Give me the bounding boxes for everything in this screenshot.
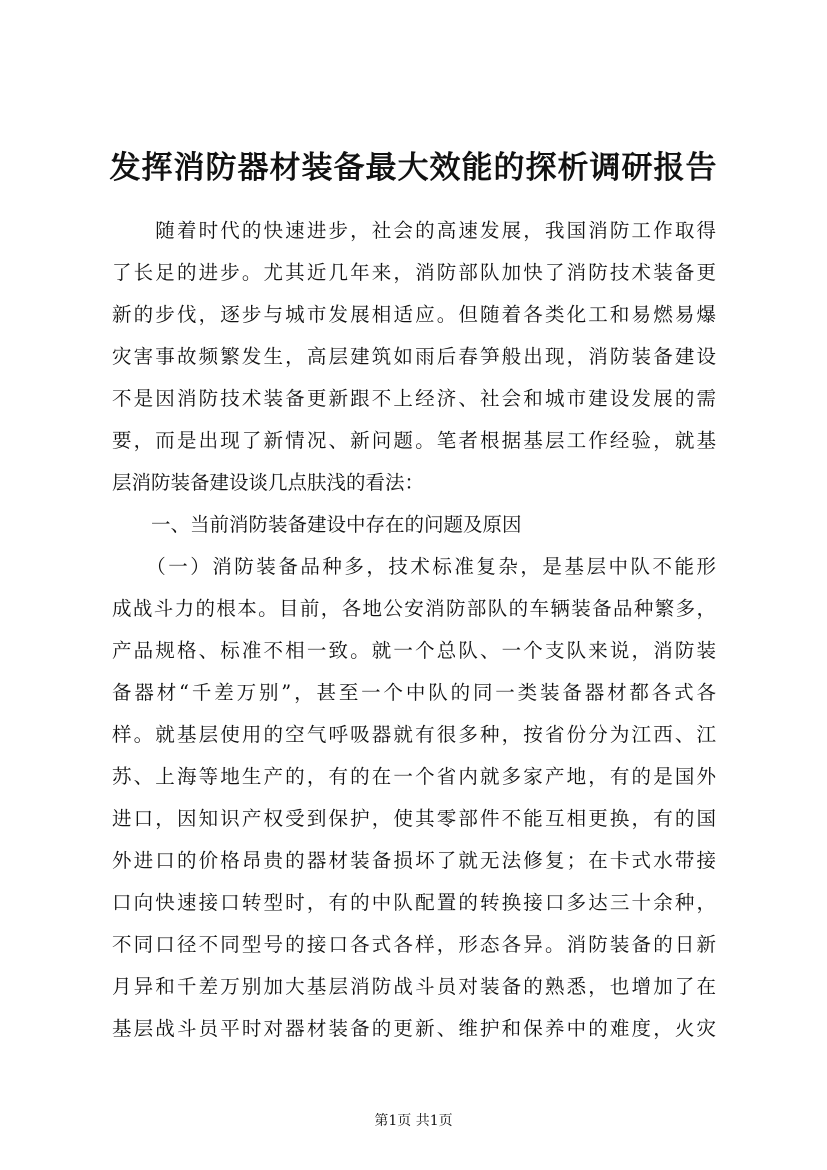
paragraph-line: 产品规格、标准不相一致。就一个总队、一个支队来说，消防装 bbox=[112, 639, 716, 662]
title-spacer bbox=[112, 168, 716, 210]
paragraph-line: 要，而是出现了新情况、新问题。笔者根据基层工作经验，就基 bbox=[112, 429, 716, 452]
paragraph-line: 口向快速接口转型时，有的中队配置的转换接口多达三十余种， bbox=[112, 891, 716, 914]
paragraph-line: 基层战斗员平时对器材装备的更新、维护和保养中的难度，火灾 bbox=[112, 1017, 716, 1040]
paragraph-line: 备器材“千差万别”，甚至一个中队的同一类装备器材都各式各 bbox=[112, 681, 716, 704]
document-title: 发挥消防器材装备最大效能的探析调研报告 bbox=[109, 150, 718, 186]
paragraph-line: 不是因消防技术装备更新跟不上经济、社会和城市建设发展的需 bbox=[112, 387, 716, 410]
paragraph-line: 苏、上海等地生产的，有的在一个省内就多家产地，有的是国外 bbox=[112, 765, 716, 788]
document-body bbox=[112, 168, 716, 1050]
paragraph-line: 成战斗力的根本。目前，各地公安消防部队的车辆装备品种繁多， bbox=[112, 597, 716, 620]
paragraph-line: 样。就基层使用的空气呼吸器就有很多种，按省份分为江西、江 bbox=[112, 723, 716, 746]
paragraph-line: 不同口径不同型号的接口各式各样，形态各异。消防装备的日新 bbox=[112, 933, 716, 956]
paragraph-line: 新的步伐，逐步与城市发展相适应。但随着各类化工和易燃易爆 bbox=[112, 303, 716, 326]
paragraph-line: 进口，因知识产权受到保护，使其零部件不能互相更换，有的国 bbox=[112, 807, 716, 830]
paragraph-line: （一）消防装备品种多，技术标准复杂，是基层中队不能形 bbox=[112, 555, 716, 578]
paragraph-line: 层消防装备建设谈几点肤浅的看法： bbox=[112, 471, 425, 494]
paragraph-line: 了长足的进步。尤其近几年来，消防部队加快了消防技术装备更 bbox=[112, 261, 716, 284]
paragraph-line: 外进口的价格昂贵的器材装备损坏了就无法修复；在卡式水带接 bbox=[112, 849, 716, 872]
section-heading: 一、当前消防装备建设中存在的问题及原因 bbox=[112, 513, 522, 536]
page-footer: 第1页 共1页 bbox=[374, 1113, 453, 1129]
paragraph-line: 灾害事故频繁发生，高层建筑如雨后春笋般出现，消防装备建设 bbox=[112, 345, 716, 368]
paragraph-line: 月异和千差万别加大基层消防战斗员对装备的熟悉，也增加了在 bbox=[112, 975, 716, 998]
paragraph-line: 随着时代的快速进步，社会的高速发展，我国消防工作取得 bbox=[112, 219, 716, 242]
